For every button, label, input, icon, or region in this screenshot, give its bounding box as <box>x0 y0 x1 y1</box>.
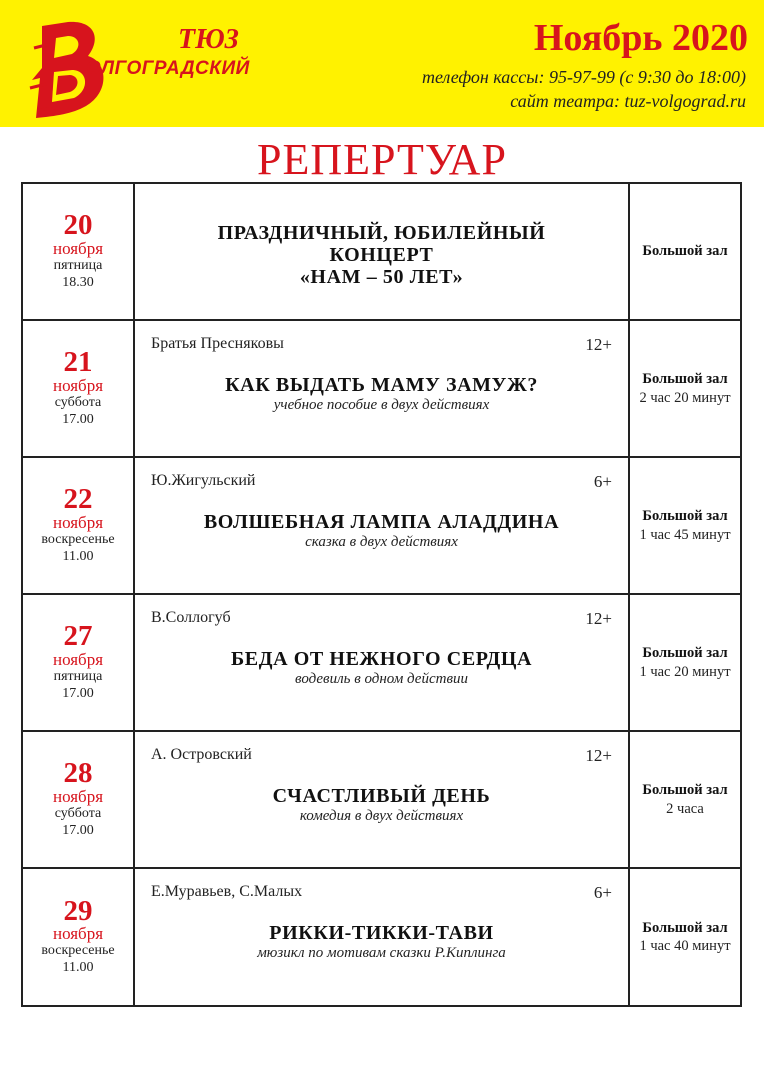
table-row <box>23 869 740 1005</box>
hall-name: Большой зал <box>642 645 728 662</box>
show-title: СЧАСТЛИВЫЙ ДЕНЬ <box>272 785 491 807</box>
title-line: ПРАЗДНИЧНЫЙ, ЮБИЛЕЙНЫЙ <box>217 222 546 244</box>
month-name: ноября <box>52 238 104 258</box>
show-time: 17.00 <box>62 411 94 427</box>
month-name: ноября <box>52 375 104 395</box>
hall-cell <box>630 184 740 319</box>
repertoire-table <box>21 182 742 1007</box>
duration: 2 час 20 минут <box>639 389 731 406</box>
show-title: ВОЛШЕБНАЯ ЛАМПА АЛАДДИНА <box>203 511 560 533</box>
theater-website[interactable]: сайт театра: tuz-volgograd.ru <box>510 91 746 111</box>
hall-name: Большой зал <box>642 782 728 799</box>
show-title <box>135 222 628 288</box>
show-title: РИККИ-ТИККИ-ТАВИ <box>269 922 494 944</box>
hall-cell <box>630 595 740 730</box>
author: Е.Муравьев, С.Малых <box>151 883 303 900</box>
hall-cell <box>630 458 740 593</box>
duration: 2 часа <box>666 800 704 817</box>
show-time: 18.30 <box>62 274 94 290</box>
day-number: 29 <box>63 894 93 927</box>
show-time: 17.00 <box>62 822 94 838</box>
table-row <box>23 321 740 458</box>
logo-tuz: ТЮЗ <box>178 24 239 55</box>
show-cell <box>135 595 630 730</box>
table-row <box>23 595 740 732</box>
weekday: суббота <box>54 394 102 410</box>
author: А. Островский <box>151 746 252 763</box>
show-time: 11.00 <box>62 548 94 564</box>
duration: 1 час 40 минут <box>639 938 731 954</box>
show-title: КАК ВЫДАТЬ МАМУ ЗАМУЖ? <box>225 374 538 396</box>
month-name: ноября <box>52 924 104 944</box>
date-cell <box>23 458 135 593</box>
date-cell <box>23 321 135 456</box>
table-row <box>23 732 740 869</box>
show-cell <box>135 458 630 593</box>
table-row <box>23 458 740 595</box>
weekday: воскресенье <box>41 531 115 547</box>
day-number: 28 <box>63 757 93 790</box>
hall-cell <box>630 732 740 867</box>
age-rating: 12+ <box>585 746 612 765</box>
author: Братья Пресняковы <box>151 335 284 352</box>
month-name: ноября <box>52 786 104 806</box>
weekday: суббота <box>54 805 102 821</box>
weekday: пятница <box>53 257 103 273</box>
logo-wordmark: ОЛГОГРАДСКИЙ <box>86 58 250 79</box>
hall-name: Большой зал <box>642 508 728 525</box>
month-name: ноября <box>52 649 104 669</box>
page-title: РЕПЕРТУАР <box>257 135 507 184</box>
author: В.Соллогуб <box>151 609 231 626</box>
duration: 1 час 20 минут <box>639 663 731 680</box>
day-number: 27 <box>63 620 93 653</box>
show-subtitle: водевиль в одном действии <box>295 671 468 687</box>
show-subtitle: мюзикл по мотивам сказки Р.Киплинга <box>257 945 506 961</box>
show-subtitle: сказка в двух действиях <box>305 534 458 550</box>
month-name: ноября <box>52 512 104 532</box>
date-cell <box>23 732 135 867</box>
weekday: воскресенье <box>41 943 115 959</box>
date-cell <box>23 869 135 1005</box>
show-cell <box>135 732 630 867</box>
title-line: КОНЦЕРТ <box>329 244 434 266</box>
hall-name: Большой зал <box>642 243 728 260</box>
age-rating: 6+ <box>593 472 612 491</box>
day-number: 21 <box>63 346 93 379</box>
age-rating: 12+ <box>585 609 612 628</box>
table-row <box>23 184 740 321</box>
hall-name: Большой зал <box>642 919 728 936</box>
show-time: 11.00 <box>62 960 94 976</box>
hall-name: Большой зал <box>642 371 728 388</box>
show-cell <box>135 321 630 456</box>
show-time: 17.00 <box>62 685 94 701</box>
box-office-phone: телефон кассы: 95-97-99 (с 9:30 до 18:00) <box>421 67 746 87</box>
show-subtitle: учебное пособие в двух действиях <box>273 397 490 413</box>
title-line: «НАМ – 50 ЛЕТ» <box>299 266 464 288</box>
date-cell <box>23 184 135 319</box>
date-cell <box>23 595 135 730</box>
age-rating: 12+ <box>585 335 612 354</box>
month-title: Ноябрь 2020 <box>533 17 748 59</box>
day-number: 22 <box>63 483 93 516</box>
show-cell <box>135 869 630 1005</box>
author: Ю.Жигульский <box>151 472 256 489</box>
hall-cell <box>630 321 740 456</box>
day-number: 20 <box>63 209 93 242</box>
show-subtitle: комедия в двух действиях <box>299 808 464 824</box>
weekday: пятница <box>53 668 103 684</box>
show-cell <box>135 184 630 319</box>
hall-cell <box>630 869 740 1005</box>
header-banner <box>0 0 764 127</box>
age-rating: 6+ <box>593 883 612 902</box>
show-title: БЕДА ОТ НЕЖНОГО СЕРДЦА <box>230 648 533 670</box>
duration: 1 час 45 минут <box>639 526 731 543</box>
